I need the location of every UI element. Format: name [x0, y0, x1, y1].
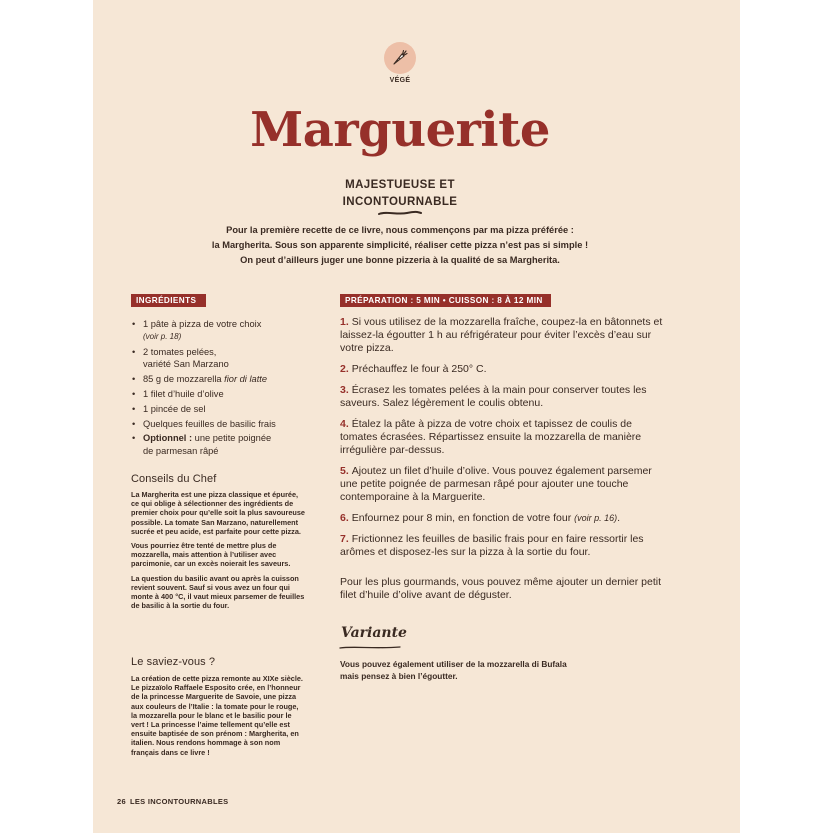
ingredient-text: une petite poignée [192, 433, 272, 444]
ingredient-bold: Optionnel : [143, 433, 193, 444]
ingredient-item [131, 373, 301, 385]
variante-text [340, 659, 640, 682]
ingredient-text: 85 g de mozzarella [143, 374, 225, 385]
step-item [340, 533, 670, 559]
intro-line: On peut d’ailleurs juger une bonne pizzeria à la qualité de sa Margherita. [240, 255, 560, 265]
step-number: 3. [340, 383, 349, 396]
step-text: Frictionnez les feuilles de basilic frais pour en faire ressortir les arômes et disposez-les sur la pizza à la sortie du four. [340, 532, 644, 558]
ingredients-heading: INGRÉDIENTS [131, 294, 206, 307]
preparation-steps [340, 316, 670, 567]
step-number: 6. [340, 511, 349, 524]
step-text: Ajoutez un filet d’huile d’olive. Vous pouvez également parsemer une petite poignée de parmesan râpé pour ajouter une touche contemporaine à la Marguerite. [340, 464, 652, 504]
conseils-heading: Conseils du Chef [131, 473, 217, 485]
variante-underline [339, 645, 401, 650]
ingredient-note: (voir p. 18) [143, 332, 182, 342]
step-text: Étalez la pâte à pizza de votre choix et tapissez de coulis de tomates écrasées. Répartissez ensuite la mozzarella de manière irrégulière par-dessus. [340, 417, 642, 457]
ingredient-item: • 1 filet d’huile d’olive [131, 388, 301, 400]
page-reference: (voir p. 16) [574, 512, 618, 523]
intro-line: Pour la première recette de ce livre, nous commençons par ma pizza préférée : [226, 225, 574, 235]
step-text: Écrasez les tomates pelées à la main pour conserver toutes les saveurs. Salez légèrement le coulis obtenu. [340, 383, 647, 410]
vege-label: VÉGÉ [389, 77, 411, 84]
page-footer [117, 797, 228, 806]
step-item [340, 316, 670, 356]
ingredient-text: 1 pâte à pizza de votre choix [143, 319, 262, 329]
conseils-paragraph: Vous pourriez être tenté de mettre plus de mozzarella, mais attention à l’utiliser avec parcimonie, car un excès noierait les saveurs. [131, 541, 291, 569]
preparation-heading: PRÉPARATION : 5 MIN • CUISSON : 8 À 12 MIN [340, 294, 551, 307]
ingredient-text: de parmesan râpé [143, 445, 219, 456]
squiggle-divider [377, 209, 423, 217]
step-number: 4. [340, 417, 349, 430]
step-number: 5. [340, 464, 349, 477]
ingredients-list [131, 318, 301, 459]
step-text: Enfournez pour 8 min, en fonction de votre four [351, 511, 575, 524]
step-item [340, 384, 670, 410]
variante-line: Vous pouvez également utiliser de la mozzarella di Bufala [340, 659, 567, 669]
vege-badge [384, 42, 416, 74]
section-name: LES INCONTOURNABLES [129, 797, 229, 806]
ingredient-item [131, 318, 301, 344]
variante-heading: Variante [341, 625, 407, 641]
step-number: 2. [340, 363, 349, 376]
intro-line: la Margherita. Sous son apparente simplicité, réaliser cette pizza n’est pas si simple ! [211, 240, 589, 250]
step-text: . [617, 511, 621, 524]
saviez-text: La création de cette pizza remonte au XIXe siècle. Le pizzaïolo Raffaele Esposito crée, en l’honneur de la princesse Marguerite de Savoie, une pizza aux couleurs de l’Italie : la tomate pour le rouge, la mozzarella pour le blanc et le basilic pour le vert ! La princesse l’aime tellement qu’elle est ensuite baptisée de son prénom : Margherita, en italien. Nous rendons hommage à son nom français dans ce livre ! [131, 674, 303, 757]
carrot-icon [390, 48, 410, 68]
variante-line: mais pensez à bien l’égoutter. [340, 670, 458, 681]
ingredient-text: 2 tomates pelées, [143, 347, 217, 358]
saviez-heading: Le saviez-vous ? [131, 656, 216, 668]
subtitle-line: INCONTOURNABLE [342, 196, 458, 208]
closing-text: Pour les plus gourmands, vous pouvez même ajouter un dernier petit filet d’huile d’olive avant de déguster. [340, 576, 662, 602]
step-item [340, 465, 670, 505]
subtitle-line: MAJESTUEUSE ET [345, 179, 455, 191]
ingredient-item [131, 432, 301, 457]
page-number: 26 [117, 797, 126, 806]
step-number: 1. [340, 316, 349, 328]
intro-text [150, 223, 650, 268]
step-item [340, 363, 670, 376]
ingredient-text: variété San Marzano [143, 359, 229, 370]
ingredient-item: • 1 pincée de sel [131, 403, 301, 415]
step-text: Préchauffez le four à 250° C. [351, 363, 487, 376]
conseils-text [131, 490, 306, 615]
ingredient-item [131, 346, 301, 371]
step-item [340, 418, 670, 458]
conseils-paragraph: La question du basilic avant ou après la cuisson revient souvent. Sauf si vous avez un four qui monte à 400 °C, il vaut mieux parsemer de feuilles de basilic à la sortie du four. [131, 573, 305, 611]
step-number: 7. [340, 532, 349, 545]
conseils-paragraph: La Margherita est une pizza classique et épurée, ce qui oblige à sélectionner des ingrédients de premier choix pour qu’elle soit la plus savoureuse possible. La tomate San Marzano, naturellement sucrée et peu acide, est parfaite pour cette pizza. [131, 490, 305, 536]
recipe-title: Marguerite [250, 102, 550, 158]
ingredient-item: • Quelques feuilles de basilic frais [131, 418, 301, 430]
step-item [340, 512, 670, 525]
ingredient-italic: fior di latte [224, 374, 268, 385]
step-text: Si vous utilisez de la mozzarella fraîche, coupez-la en bâtonnets et laissez-la égoutter 1 h au réfrigérateur pour éviter l’excès d’eau sur votre pizza. [340, 316, 663, 355]
recipe-subtitle [300, 177, 500, 211]
